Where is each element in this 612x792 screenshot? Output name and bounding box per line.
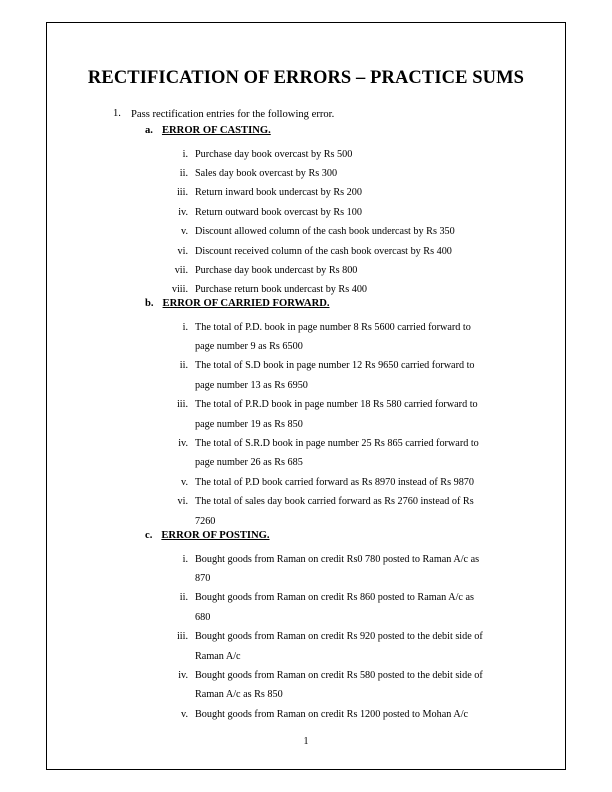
- item-text: The total of S.D book in page number 12 Rs 9650 carried forward to: [195, 360, 475, 372]
- item-text: Raman A/c: [195, 650, 241, 662]
- section-heading: [145, 298, 330, 309]
- section-letter: a.: [145, 125, 153, 136]
- item-text: Bought goods from Raman on credit Rs0 780 posted to Raman A/c as: [195, 553, 480, 565]
- item-number: i.: [182, 553, 188, 565]
- item-number: iv.: [178, 206, 188, 218]
- section-title: ERROR OF POSTING.: [161, 530, 270, 541]
- item-number: iii.: [176, 399, 188, 411]
- item-number: vi.: [177, 496, 188, 508]
- section-heading: [145, 530, 270, 541]
- item-number: v.: [181, 476, 188, 488]
- item-text: page number 26 as Rs 685: [195, 457, 303, 469]
- item-text: page number 19 as Rs 850: [195, 418, 303, 430]
- item-text: The total of P.D. book in page number 8 Rs 5600 carried forward to: [195, 321, 471, 333]
- section-letter: c.: [145, 530, 153, 541]
- item-text: The total of P.D book carried forward as Rs 8970 instead of Rs 9870: [195, 476, 474, 488]
- item-text: page number 13 as Rs 6950: [195, 379, 308, 391]
- section-title: ERROR OF CARRIED FORWARD.: [162, 298, 330, 309]
- item-number: v.: [181, 708, 188, 720]
- question-text: Pass rectification entries for the following error.: [131, 109, 335, 120]
- item-text: page number 9 as Rs 6500: [195, 340, 303, 352]
- item-text: 870: [195, 572, 211, 584]
- item-number: iii.: [176, 187, 188, 199]
- item-text: Bought goods from Raman on credit Rs 920 posted to the debit side of: [195, 631, 483, 643]
- item-text: The total of P.R.D book in page number 18 Rs 580 carried forward to: [195, 399, 478, 411]
- item-number: viii.: [171, 284, 188, 296]
- item-number: ii.: [179, 592, 188, 604]
- item-text: Discount allowed column of the cash book undercast by Rs 350: [195, 226, 455, 238]
- item-text: Bought goods from Raman on credit Rs 580 posted to the debit side of: [195, 669, 483, 681]
- item-text: Return inward book undercast by Rs 200: [195, 187, 362, 199]
- page-number: 1: [303, 736, 309, 747]
- section-letter: b.: [145, 298, 154, 309]
- item-number: vii.: [174, 264, 188, 276]
- item-text: 7260: [195, 515, 216, 527]
- item-text: The total of sales day book carried forward as Rs 2760 instead of Rs: [195, 496, 474, 508]
- item-text: 680: [195, 611, 211, 623]
- item-number: i.: [182, 148, 188, 160]
- item-number: iv.: [178, 669, 188, 681]
- item-text: Return outward book overcast by Rs 100: [195, 206, 362, 218]
- item-number: ii.: [179, 167, 188, 179]
- item-text: Discount received column of the cash book overcast by Rs 400: [195, 245, 452, 257]
- section-heading: [145, 125, 271, 136]
- item-text: The total of S.R.D book in page number 25 Rs 865 carried forward to: [195, 437, 479, 449]
- item-number: i.: [182, 321, 188, 333]
- item-text: Sales day book overcast by Rs 300: [195, 167, 338, 179]
- question-number: 1.: [113, 108, 121, 119]
- item-number: vi.: [177, 245, 188, 257]
- item-text: Bought goods from Raman on credit Rs 860 posted to Raman A/c as: [195, 592, 474, 604]
- item-number: iii.: [176, 631, 188, 643]
- item-number: v.: [181, 226, 188, 238]
- document-title: RECTIFICATION OF ERRORS – PRACTICE SUMS: [87, 68, 525, 88]
- item-number: ii.: [179, 360, 188, 372]
- item-text: Purchase day book overcast by Rs 500: [195, 148, 353, 160]
- section-title: ERROR OF CASTING.: [161, 125, 271, 136]
- item-text: Raman A/c as Rs 850: [195, 689, 283, 701]
- item-text: Purchase day book undercast by Rs 800: [195, 264, 358, 276]
- page-border: [46, 22, 566, 770]
- item-number: iv.: [178, 437, 188, 449]
- item-text: Bought goods from Raman on credit Rs 1200 posted to Mohan A/c: [195, 708, 469, 720]
- item-text: Purchase return book undercast by Rs 400: [195, 284, 368, 296]
